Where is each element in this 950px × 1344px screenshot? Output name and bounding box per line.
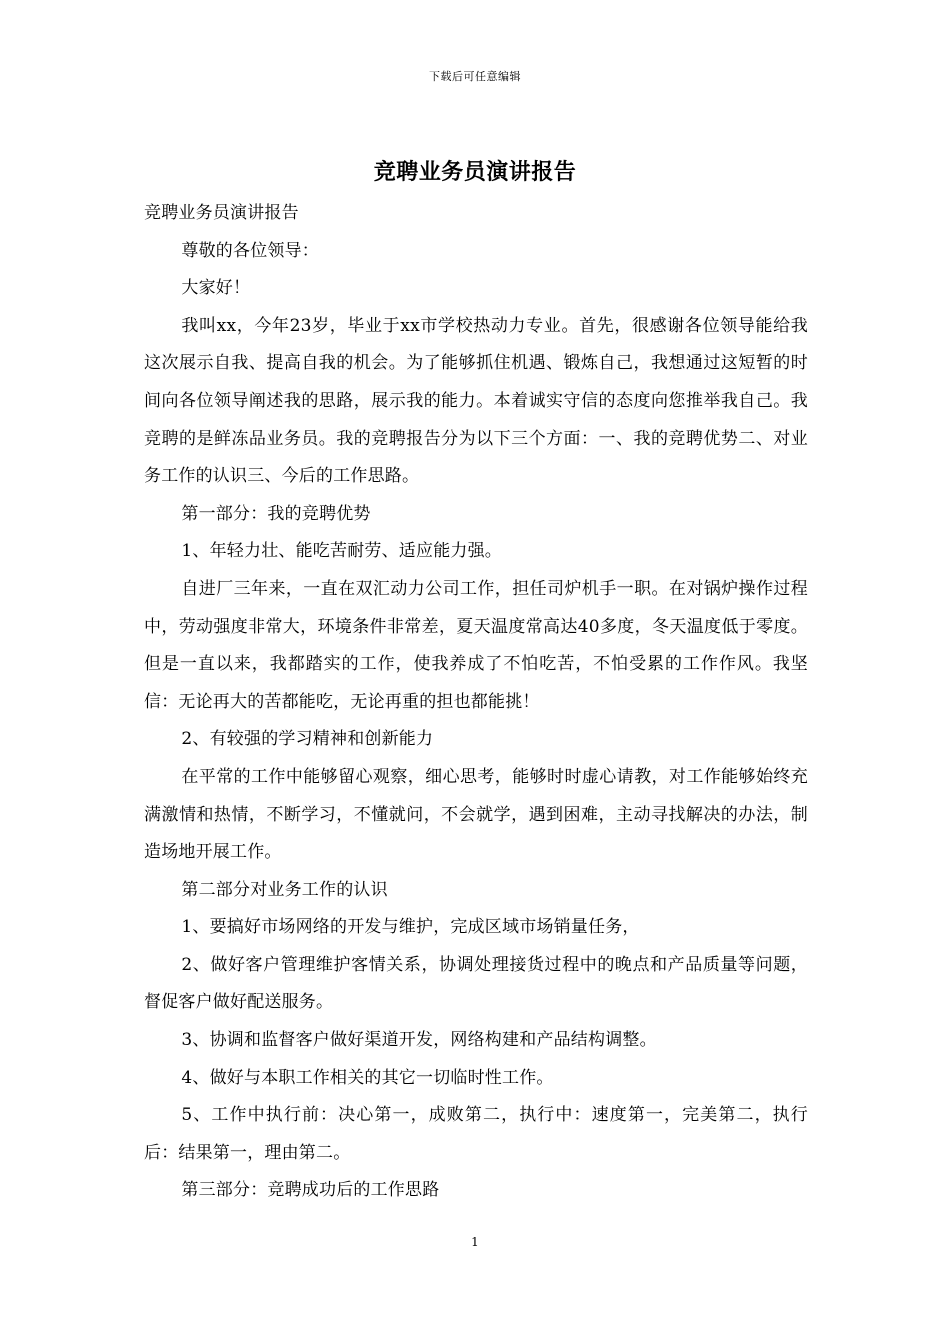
- paragraph-salutation: 尊敬的各位领导：: [181, 240, 319, 261]
- paragraph-learning-ability: 在平常的工作中能够留心观察，细心思考，能够时时虚心请教，对工作能够始终充满激情和热情，不断学习，不懂就问，不会就学，遇到困难，主动寻找解决的办法，制造场地开展工作。: [144, 766, 808, 863]
- list-item-duty-5: 5、工作中执行前：决心第一，成败第二，执行中：速度第一，完美第二，执行后：结果第一，理由第二。: [144, 1105, 808, 1163]
- section-heading-part-one: 第一部分：我的竞聘优势: [181, 503, 371, 524]
- document-title: 竞聘业务员演讲报告: [373, 159, 577, 185]
- paragraph-introduction: 我叫xx，今年23岁，毕业于xx市学校热动力专业。首先，很感谢各位领导能给我这次展示自我、提高自我的机会。为了能够抓住机遇、锻炼自己，我想通过这短暂的时间向各位领导阐述我的思路，展示我的能力。本着诚实守信的态度向您推举我自己。我竞聘的是鲜冻品业务员。我的竞聘报告分为以下三个方面：一、我的竞聘优势二、对业务工作的认识三、今后的工作思路。: [144, 315, 808, 487]
- paragraph-subtitle: 竞聘业务员演讲报告: [144, 203, 299, 223]
- section-heading-part-two: 第二部分对业务工作的认识: [181, 879, 388, 900]
- header-note: 下载后可任意编辑: [429, 70, 521, 83]
- page-number: 1: [471, 1235, 479, 1249]
- list-item-strength-2: 2、有较强的学习精神和创新能力: [181, 729, 434, 750]
- list-item-strength-1: 1、年轻力壮、能吃苦耐劳、适应能力强。: [181, 541, 503, 562]
- list-item-duty-4: 4、做好与本职工作相关的其它一切临时性工作。: [181, 1067, 554, 1088]
- list-item-duty-1: 1、要搞好市场网络的开发与维护，完成区域市场销量任务，: [181, 917, 640, 938]
- list-item-duty-2: 2、做好客户管理维护客情关系，协调处理接货过程中的晚点和产品质量等问题，督促客户做好配送服务。: [144, 954, 808, 1013]
- paragraph-greeting: 大家好！: [181, 278, 251, 299]
- paragraph-work-experience: 自进厂三年来，一直在双汇动力公司工作，担任司炉机手一职。在对锅炉操作过程中，劳动强度非常大，环境条件非常差，夏天温度常高达40多度，冬天温度低于零度。但是一直以来，我都踏实的工作，使我养成了不怕吃苦，不怕受累的工作作风。我坚信：无论再大的苦都能吃，无论再重的担也都能挑！: [144, 578, 808, 712]
- list-item-duty-3: 3、协调和监督客户做好渠道开发，网络构建和产品结构调整。: [181, 1030, 657, 1051]
- section-heading-part-three: 第三部分：竞聘成功后的工作思路: [181, 1180, 440, 1201]
- document-body: [144, 195, 808, 1210]
